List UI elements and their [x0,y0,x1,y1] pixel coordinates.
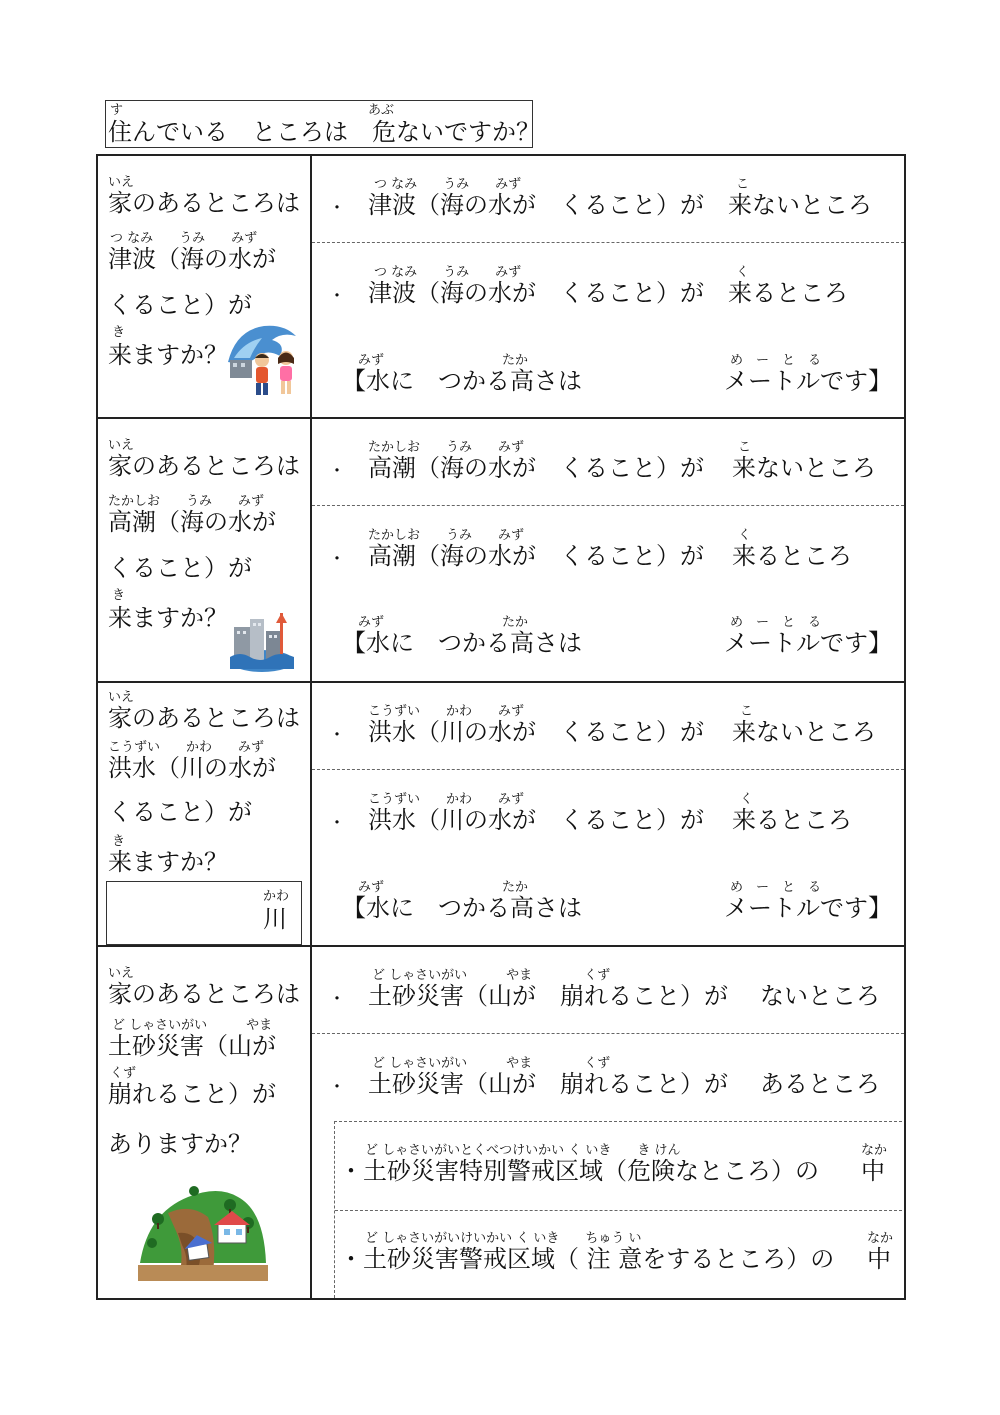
kozui-not-reach-text: 洪水（川の水が くること）が [368,718,704,746]
naka-ruby: なか [867,1231,894,1246]
dosha-left-ruby: ど しゃさいがい やま [112,1018,273,1033]
section-kozui [96,681,906,947]
takashio-reach-text: 高潮（海の水が くること）が [368,542,704,570]
question-cell-kozui [98,683,312,945]
dosha-row2-ruby: ど しゃさいがい やま くず [372,1056,611,1071]
dosha-row4-ruby: ど しゃさいがいけいかい く いき ちゅう い [365,1231,642,1246]
ie-ruby: いえ [108,690,135,705]
ko-ruby: こ [738,440,752,455]
answer-cell-tsunami [312,156,904,417]
meetoru-ruby: め ー と る [730,615,822,630]
takashio-illustration [228,605,298,675]
water-height-label: 【水に つかる高さは [342,629,582,657]
water-height-unit: メートルです】 [724,894,892,922]
question-line-2: 津波（海の水が [108,245,276,273]
taka-ruby: たか [502,880,529,895]
ko-ruby: こ [736,177,750,192]
bullet: ・ [328,989,346,1010]
hazard-table [96,154,906,1300]
bullet: ・ [328,1077,346,1098]
ku-ruby: く [740,792,754,807]
question-line-4: 来ますか？ [108,341,228,369]
question-line-4: 来ますか？ [108,604,228,632]
question-line-1: 家のあるところは [108,980,300,1008]
bullet: ・ [328,286,346,307]
takashio-not-reach-end: 来ないところ [732,454,876,482]
mizu-ruby: みず [358,353,385,368]
takashio-row1-ruby: たかしお うみ みず [368,440,525,455]
question-line-2: 洪水（川の水が [108,754,276,782]
mizu-ruby: みず [358,615,385,630]
dosha-warning-zone-text: ・土砂災害警戒区域（ 注 意をするところ）の [339,1245,835,1273]
ki-ruby: き [112,588,126,603]
dosha-row3-ruby: ど しゃさいがいとくべつけいかい く いき き けん [365,1143,681,1158]
meetoru-ruby: め ー と る [730,880,822,895]
kuzu-ruby: くず [110,1066,137,1081]
dosha-exists-text: 土砂災害（山が 崩れること）が [368,1070,728,1098]
ki-ruby: き [112,325,126,340]
tsunami-row1-ruby: つ なみ うみ みず [374,177,522,192]
landslide-illustration [138,1183,268,1283]
takashio-reach-end: 来るところ [732,542,852,570]
tsunami-illustration [226,322,306,398]
question-line-3: くること）が [108,554,252,582]
answer-cell-kozui [312,683,904,945]
kozui-row2-ruby: こうずい かわ みず [368,792,525,807]
ie-ruby: いえ [108,438,135,453]
page-title: 住んでいる ところは 危ないですか？ [108,118,540,146]
dosha-special-zone-text: ・土砂災害特別警戒区域（危険なところ）の [339,1157,819,1185]
question-line-3: くること）が [108,291,252,319]
bullet: ・ [328,813,346,834]
takashio-not-reach-text: 高潮（海の水が くること）が [368,454,704,482]
taka-ruby: たか [502,615,529,630]
row-divider [312,769,904,770]
kozui-row1-ruby: こうずい かわ みず [368,704,525,719]
row-divider [312,242,904,243]
question-cell-tsunami [98,156,312,417]
tsunami-left-ruby: つ なみ うみ みず [110,231,258,246]
tsunami-not-reach-text: 津波（海の水が くること）が [368,191,704,219]
row-divider [312,1033,904,1034]
question-line-1: 家のあるところは [108,704,300,732]
ku-ruby: く [738,528,752,543]
water-height-label: 【水に つかる高さは [342,894,582,922]
tsunami-reach-end: 来るところ [728,279,848,307]
question-line-2: 土砂災害（山が [108,1032,276,1060]
title-ruby-su: す [110,103,124,118]
taka-ruby: たか [502,353,529,368]
mizu-ruby: みず [358,880,385,895]
river-ruby: かわ [262,889,289,904]
question-line-3: 崩れること）が [108,1080,276,1108]
bullet: ・ [328,461,346,482]
river-name-box [106,881,302,945]
dosha-warning-zone-end: 中 [867,1245,891,1273]
naka-ruby: なか [861,1143,888,1158]
row-divider [335,1210,902,1211]
section-dosha [96,945,906,1300]
question-cell-dosha [98,947,312,1298]
ie-ruby: いえ [108,175,135,190]
question-cell-takashio [98,419,312,681]
page-title-box [105,100,540,148]
tsunami-not-reach-end: 来ないところ [728,191,872,219]
dosha-none-text: 土砂災害（山が 崩れること）が [368,982,728,1010]
row-divider [312,505,904,506]
ko-ruby: こ [740,704,754,719]
dosha-none-end: ないところ [760,982,880,1010]
bullet: ・ [328,198,346,219]
meetoru-ruby: め ー と る [730,353,822,368]
question-line-3: くること）が [108,798,252,826]
river-label: 川 [263,905,287,933]
kozui-left-ruby: こうずい かわ みず [108,740,265,755]
kozui-reach-end: 来るところ [732,806,852,834]
question-line-1: 家のあるところは [108,452,300,480]
bullet: ・ [328,725,346,746]
bullet: ・ [328,549,346,570]
ie-ruby: いえ [108,966,135,981]
takashio-row2-ruby: たかしお うみ みず [368,528,525,543]
takashio-left-ruby: たかしお うみ みず [108,494,265,509]
tsunami-row2-ruby: つ なみ うみ みず [374,265,522,280]
question-line-4: 来ますか？ [108,848,228,876]
water-height-unit: メートルです】 [724,367,892,395]
dosha-zone-box [334,1121,902,1298]
section-tsunami [96,154,906,419]
question-line-1: 家のあるところは [108,189,300,217]
answer-cell-takashio [312,419,904,681]
answer-cell-dosha [312,947,904,1298]
tsunami-reach-text: 津波（海の水が くること）が [368,279,704,307]
water-height-unit: メートルです】 [724,629,892,657]
kozui-reach-text: 洪水（川の水が くること）が [368,806,704,834]
kozui-not-reach-end: 来ないところ [732,718,876,746]
section-takashio [96,417,906,683]
question-line-2: 高潮（海の水が [108,508,276,536]
question-line-4: ありますか？ [108,1130,252,1158]
dosha-row1-ruby: ど しゃさいがい やま くず [372,968,611,983]
water-height-label: 【水に つかる高さは [342,367,582,395]
ki-ruby: き [112,834,126,849]
dosha-special-zone-end: 中 [861,1157,885,1185]
dosha-exists-end: あるところ [760,1070,880,1098]
title-ruby-abu: あぶ [368,103,395,118]
ku-ruby: く [736,265,750,280]
